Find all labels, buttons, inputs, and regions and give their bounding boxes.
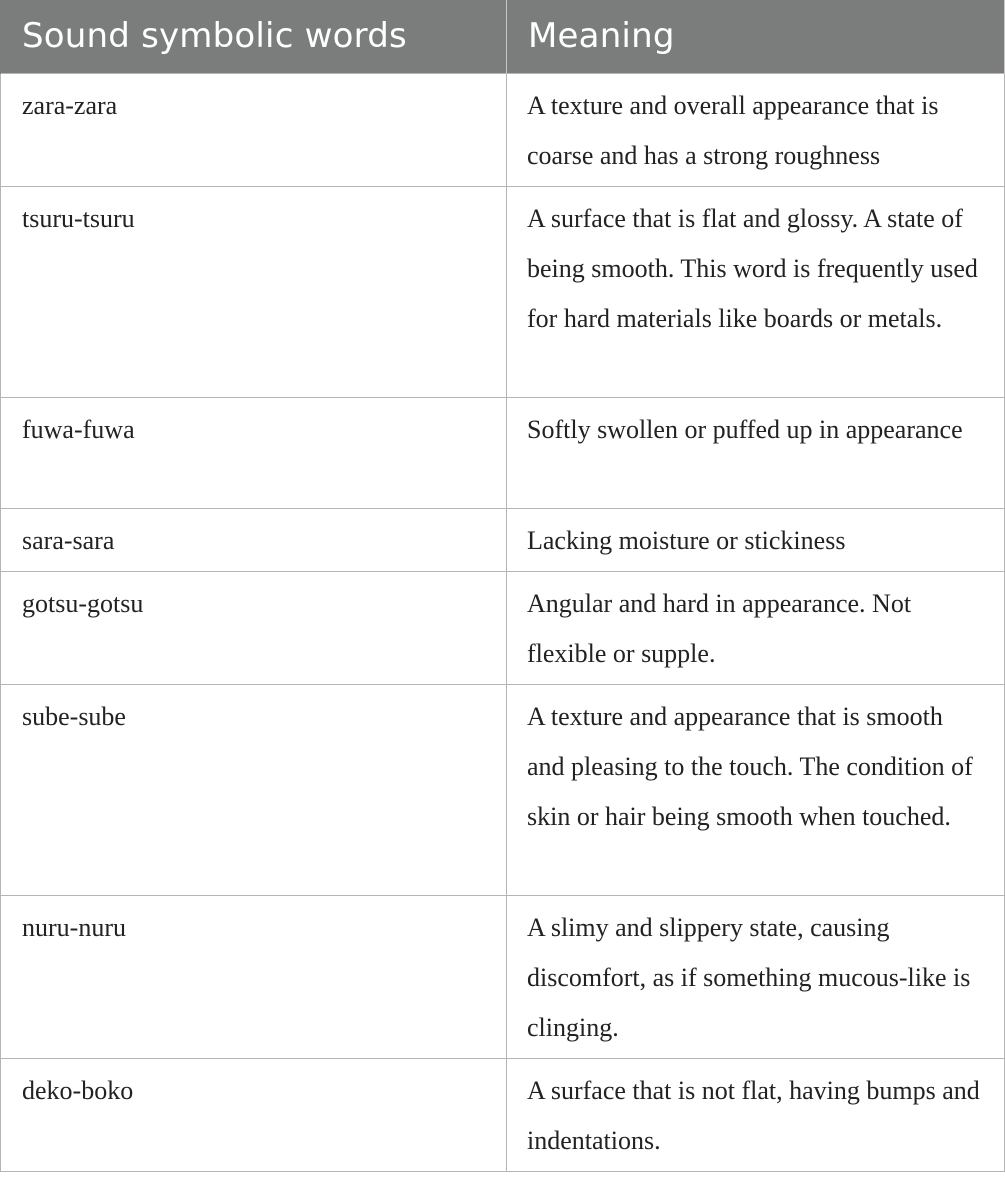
word-cell: deko-boko [1,1058,507,1171]
meaning-cell: A texture and appearance that is smooth and pleasing to the touch. The condition of skin or hair being smooth when touched. [507,684,1005,895]
table-row [1,508,1005,571]
meaning-cell: A slimy and slippery state, causing discomfort, as if something mucous-like is clinging. [507,895,1005,1058]
word-cell: nuru-nuru [1,895,507,1058]
table-row [1,571,1005,684]
table-row [1,186,1005,397]
meaning-cell: A surface that is not flat, having bumps and indentations. [507,1058,1005,1171]
header-meaning: Meaning [507,0,1005,73]
header-sound-symbolic-words: Sound symbolic words [1,0,507,73]
table-header [1,0,1005,73]
word-cell: sube-sube [1,684,507,895]
meaning-cell: A surface that is flat and glossy. A state of being smooth. This word is frequently used for hard materials like boards or metals. [507,186,1005,397]
header-row [1,0,1005,73]
meaning-cell: Softly swollen or puffed up in appearance [507,397,1005,508]
word-cell: tsuru-tsuru [1,186,507,397]
meaning-cell: Angular and hard in appearance. Not flexible or supple. [507,571,1005,684]
table-row [1,397,1005,508]
word-cell: gotsu-gotsu [1,571,507,684]
meaning-cell: Lacking moisture or stickiness [507,508,1005,571]
table-row [1,1058,1005,1171]
table-row [1,684,1005,895]
table-row [1,73,1005,186]
word-cell: zara-zara [1,73,507,186]
table-body [1,73,1005,1171]
meaning-cell: A texture and overall appearance that is coarse and has a strong roughness [507,73,1005,186]
word-cell: fuwa-fuwa [1,397,507,508]
table-row [1,895,1005,1058]
word-cell: sara-sara [1,508,507,571]
